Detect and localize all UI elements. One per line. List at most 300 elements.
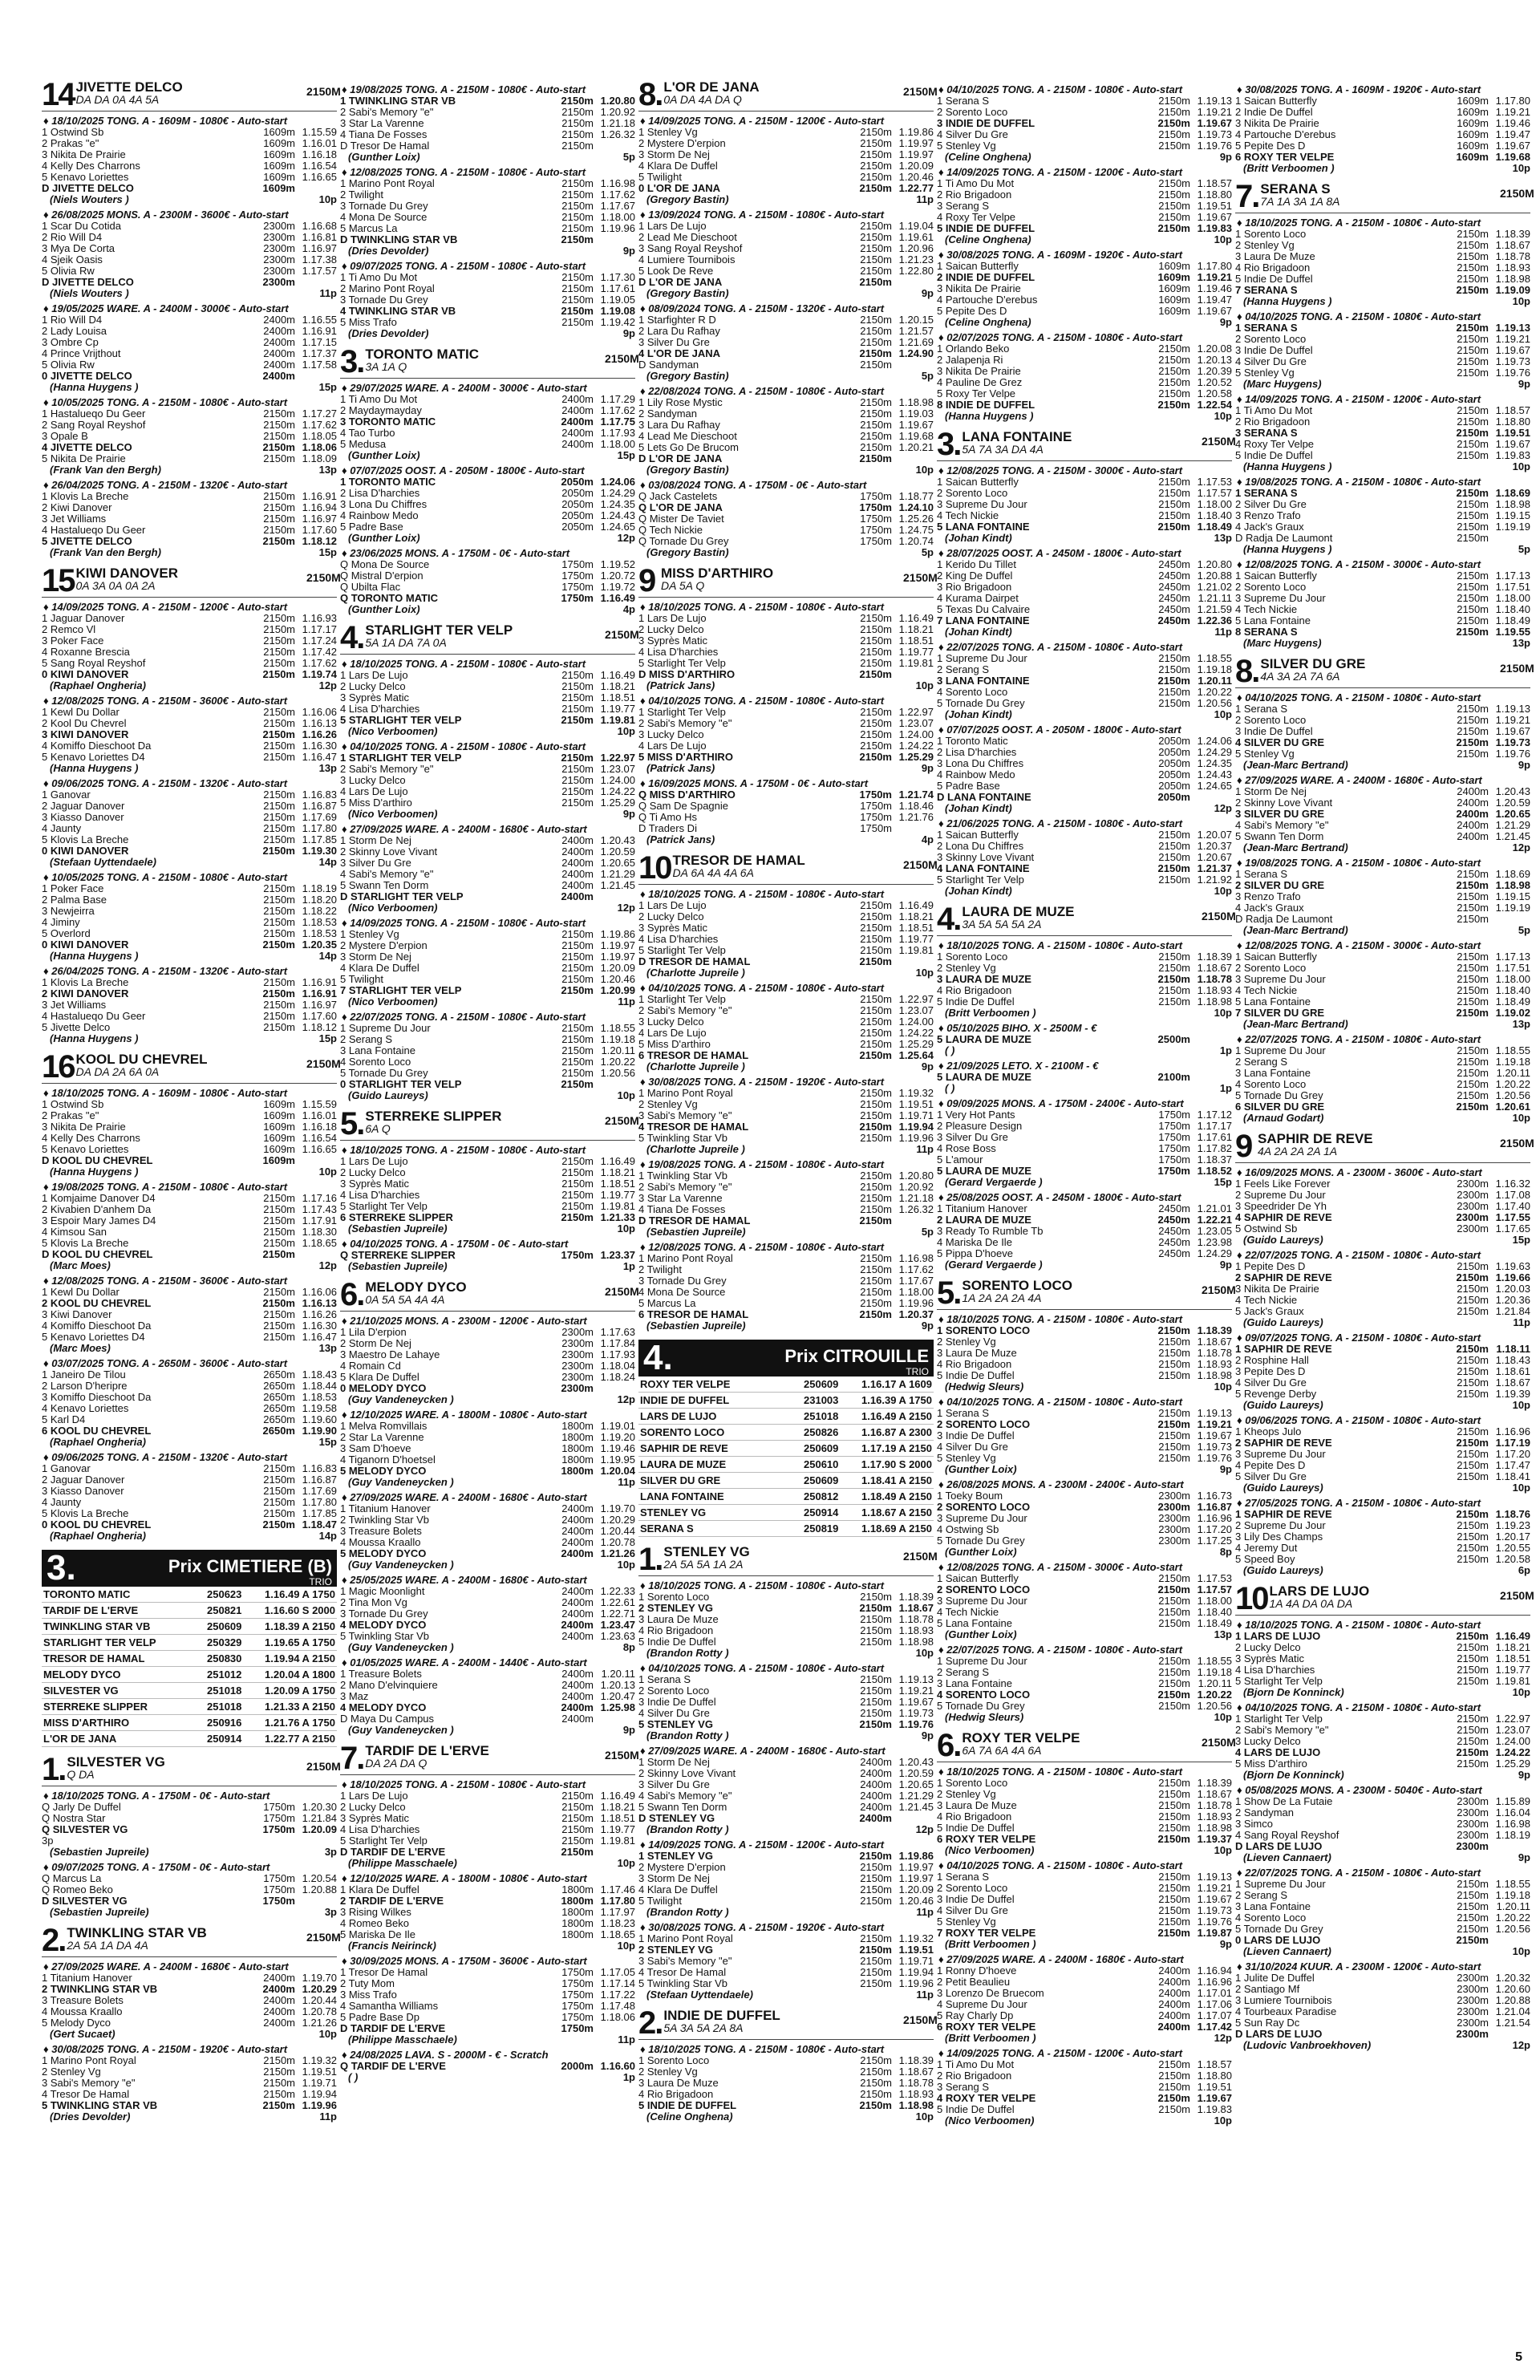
result-distance: 2150m (1158, 343, 1190, 355)
result-row (638, 1719, 934, 1730)
result-time: 1.18.30 (302, 1226, 337, 1238)
race-block (1235, 1701, 1530, 1781)
result-horse: 4 Lars De Lujo (638, 740, 707, 752)
result-distance: 2150m (1457, 984, 1489, 996)
result-distance: 2150m (561, 282, 594, 294)
result-horse: 5 Twilight (638, 1895, 682, 1907)
result-row (340, 521, 635, 533)
result-row (340, 1989, 635, 2001)
best-date: 250609 (804, 1378, 839, 1390)
result-horse: 3 Skinny Love Vivant (937, 851, 1035, 863)
field-size: 1p (1219, 1082, 1232, 1094)
result-distance: 2150m (859, 955, 892, 967)
result-row (937, 1883, 1232, 1894)
column-1 (42, 77, 341, 2326)
result-horse: 4 Jack's Graux (1235, 902, 1304, 914)
result-distance: 2150m (263, 1010, 295, 1022)
result-time: 1.17.80 (1197, 260, 1232, 272)
jockey-name: ( ) (348, 2071, 359, 2083)
result-row (340, 1514, 635, 1526)
race-block (937, 331, 1232, 422)
horse-number: 9 (638, 563, 655, 598)
result-distance: 2150m (263, 452, 295, 464)
result-distance: 2150m (1158, 106, 1190, 118)
result-row (340, 1156, 635, 1167)
result-distance: 2150m (1158, 476, 1190, 488)
result-row (1235, 439, 1530, 450)
result-horse: 3 Tornade Du Grey (340, 294, 428, 306)
result-distance: 2150m (561, 1155, 594, 1167)
result-horse: 4 Rainbow Medo (340, 509, 419, 521)
result-horse: 2 Lucky Delco (340, 1166, 406, 1178)
result-horse: 0 STARLIGHT TER VELP (340, 1078, 462, 1090)
result-distance: 2150m (263, 706, 295, 718)
result-time: 1.19.67 (1495, 725, 1530, 737)
result-time: 1.15.59 (302, 1098, 337, 1110)
result-distance: 2650m (263, 1380, 295, 1392)
result-time: 1.20.35 (302, 939, 337, 951)
result-row (638, 1884, 934, 1895)
race-distance: 2150M (903, 1550, 938, 1563)
result-distance: 2150m (263, 1214, 295, 1226)
result-time: 1.18.98 (1197, 1369, 1232, 1381)
horse-header (638, 850, 938, 886)
result-horse: 4 Silver Du Gre (1235, 355, 1307, 367)
race-header: ♦ 07/07/2025 OOST. A - 2050M - 1800€ - Auto-start (938, 724, 1181, 736)
result-row (42, 149, 337, 160)
result-row (638, 1933, 934, 1944)
horse-title (960, 1731, 1202, 1757)
result-distance: 2650m (263, 1402, 295, 1414)
result-time: 1.19.61 (898, 231, 934, 243)
result-time: 1.18.22 (302, 905, 337, 917)
race-header: ♦ 28/07/2025 OOST. A - 2450M - 1800€ - Auto-start (938, 547, 1181, 559)
result-time: 1.20.88 (302, 1883, 337, 1895)
result-distance: 2400m (561, 857, 594, 869)
result-horse: 4 Hastalueqo Du Geer (42, 524, 146, 536)
result-distance: 2150m (859, 1944, 892, 1956)
result-distance: 2150m (860, 1966, 892, 1978)
field-size: 6p (1518, 1564, 1530, 1576)
result-row (1235, 974, 1530, 985)
result-distance: 2150m (1158, 1799, 1190, 1811)
result-distance: 2150m (561, 714, 594, 726)
result-row (638, 1708, 934, 1719)
result-horse: 2 Rosphine Hall (1235, 1354, 1309, 1366)
result-time: 1.19.73 (1197, 128, 1232, 140)
result-row (937, 863, 1232, 874)
race-footer (638, 2111, 934, 2123)
result-distance: 2450m (1158, 1202, 1190, 1214)
race-footer (1235, 1019, 1530, 1030)
result-horse: 2 Tina Mon Vg (340, 1596, 407, 1608)
result-horse: 4 Lars De Lujo (340, 785, 408, 797)
result-horse: 1 Lars De Lujo (638, 612, 707, 624)
result-row (1235, 1935, 1530, 1946)
result-horse: D KOOL DU CHEVREL (42, 1154, 153, 1166)
result-distance: 2300m (1457, 1222, 1489, 1235)
result-distance: 2150m (1158, 2103, 1190, 2115)
result-horse: 1 Lars De Lujo (638, 899, 707, 911)
result-horse: D L'OR DE JANA (638, 452, 723, 464)
result-time: 1.19.73 (1495, 355, 1530, 367)
result-distance: 2150m (561, 1801, 594, 1813)
result-time: 1.19.73 (898, 1707, 934, 1719)
result-row (340, 95, 635, 107)
race-footer (42, 1166, 337, 1178)
result-horse: Q Romeo Beko (42, 1883, 113, 1895)
horse-title (363, 1280, 605, 1306)
result-distance: 2150m (1157, 399, 1190, 411)
field-size: 9p (1219, 316, 1232, 328)
jockey-name: (Sebastien Jupreile) (646, 1320, 746, 1332)
result-time: 1.16.65 (302, 171, 337, 183)
result-time: 1.18.43 (302, 1368, 337, 1381)
result-distance: 2300m (1457, 1795, 1489, 1807)
horse-header (340, 620, 639, 655)
result-time: 1.25.29 (898, 1038, 934, 1050)
result-horse: 1 Toeky Boum (937, 1490, 1003, 1502)
race-block (42, 1181, 337, 1271)
result-time: 1.17.46 (600, 1883, 635, 1895)
result-time (594, 1713, 635, 1725)
result-time: 1.18.76 (1495, 1508, 1530, 1520)
result-row (638, 1697, 934, 1708)
result-time: 1.16.87 (302, 800, 337, 812)
result-distance: 2150m (1456, 879, 1489, 891)
horse-entry (1235, 83, 1530, 174)
field-size: 12p (1512, 2039, 1530, 2051)
result-time: 1.20.13 (1197, 354, 1232, 366)
result-row (1235, 118, 1530, 129)
result-time: 1.16.96 (1197, 1512, 1232, 1524)
result-time: 1.16.30 (302, 740, 337, 752)
summary-row (42, 1603, 337, 1619)
result-row (638, 431, 934, 442)
result-time: 1.17.29 (600, 393, 635, 405)
result-time: 1.20.11 (601, 1044, 635, 1056)
result-distance: 2150m (1457, 1531, 1489, 1543)
race-distance: 2150M (605, 628, 639, 641)
result-horse: 4 Samantha Williams (340, 2000, 439, 2012)
result-row (1235, 1056, 1530, 1068)
result-distance: 2150m (859, 668, 892, 680)
result-distance: 2300m (263, 220, 295, 232)
result-distance: 2150m (860, 1673, 892, 1685)
result-horse: D TARDIF DE L'ERVE (340, 2022, 446, 2034)
jockey-name: (Hanna Huygens ) (50, 762, 139, 774)
result-row (1235, 593, 1530, 604)
field-size: 10p (915, 2110, 934, 2123)
result-time: 1.21.45 (600, 879, 635, 891)
race-distance: 2150M (903, 858, 938, 871)
result-row (937, 604, 1232, 615)
result-horse: 4 Mariska De Ile (937, 1236, 1012, 1248)
result-time: 1.18.98 (898, 1636, 934, 1648)
horse-header (1235, 1129, 1534, 1164)
result-distance: 2150m (262, 728, 295, 740)
result-horse: 5 Pippa D'hoeve (937, 1247, 1013, 1259)
race-block (638, 777, 934, 845)
race-block (340, 260, 635, 339)
page-number: 5 (1515, 2350, 1522, 2364)
result-time: 1.17.12 (1197, 1109, 1232, 1121)
result-time: 1.23.63 (600, 1630, 635, 1642)
result-distance: 1609m (263, 1143, 295, 1155)
result-row (1235, 2029, 1530, 2040)
result-time: 1.18.52 (1197, 1165, 1232, 1177)
result-time: 1.20.67 (1197, 851, 1232, 863)
result-row (638, 752, 934, 763)
result-horse: 2 Lucky Delco (1235, 1641, 1301, 1653)
result-horse: 4 Lumiere Tournibois (638, 253, 736, 266)
horse-form: 4A 3A 2A 7A 6A (1260, 670, 1340, 683)
result-time: 1.17.62 (302, 657, 337, 669)
race-header: ♦ 27/09/2025 WARE. A - 2400M - 1680€ - Auto-start (938, 1953, 1184, 1965)
result-row (937, 758, 1232, 769)
race-footer (340, 1940, 635, 1952)
result-row (638, 491, 934, 502)
result-horse: 2 Lucky Delco (340, 1801, 406, 1813)
result-horse: Q L'OR DE JANA (638, 501, 723, 513)
result-row (937, 653, 1232, 664)
race-footer (42, 951, 337, 962)
result-time: 1.20.09 (898, 160, 934, 172)
result-time: 1.18.39 (1197, 951, 1232, 963)
field-size: 10p (1214, 1381, 1232, 1393)
result-distance: 2150m (1158, 1369, 1190, 1381)
result-row (42, 1802, 337, 1813)
result-row (340, 1372, 635, 1383)
result-horse: 1 Scar Du Cotida (42, 220, 121, 232)
result-distance: 2150m (860, 2088, 892, 2100)
result-distance: 2150m (561, 294, 594, 306)
horse-name: STENLEY VG (663, 1544, 750, 1559)
race-header: ♦ 04/10/2025 TONG. A - 2150M - 1080€ - Auto-start (938, 83, 1183, 95)
result-horse: 5 Indie De Duffel (937, 1822, 1015, 1834)
race-block (1235, 217, 1530, 307)
result-time: 1.19.13 (1495, 322, 1530, 334)
race-header: ♦ 09/07/2025 TONG. A - 2150M - 1080€ - Auto-start (1237, 1332, 1481, 1344)
result-time: 1.17.51 (1495, 581, 1530, 593)
result-horse: 2 Sang Royal Reyshof (42, 419, 146, 431)
result-distance: 2150m (1456, 1007, 1489, 1019)
result-distance: 2300m (1457, 1972, 1489, 1984)
result-time: 1.17.61 (600, 282, 635, 294)
result-row (340, 559, 635, 570)
best-date: 251018 (207, 1701, 242, 1713)
result-horse: 0 KOOL DU CHEVREL (42, 1518, 152, 1531)
result-time: 1.21.29 (600, 868, 635, 880)
race-header: ♦ 04/10/2025 TONG. A - 2150M - 1080€ - Auto-start (640, 695, 885, 707)
result-horse: D Maya Du Campus (340, 1713, 435, 1725)
result-time: 1.24.90 (898, 347, 934, 359)
result-time: 1.17.19 (1495, 1437, 1530, 1449)
result-time: 1.21.29 (1495, 819, 1530, 831)
result-row (340, 2001, 635, 2012)
result-time: 1.19.46 (1495, 117, 1530, 129)
result-time: 1.15.59 (302, 126, 337, 138)
result-time: 1.26.32 (600, 128, 635, 140)
result-horse: 5 Sang Royal Reyshof (42, 657, 146, 669)
result-row (42, 977, 337, 988)
horse-name: STENLEY VG (640, 1506, 707, 1518)
result-horse: 4 Rio Brigadoon (1235, 262, 1311, 274)
result-row (1235, 869, 1530, 880)
race-header: ♦ 18/10/2025 TONG. A - 2150M - 1080€ - Auto-start (938, 1313, 1183, 1325)
race-footer (937, 626, 1232, 638)
result-time: 1.19.21 (898, 1685, 934, 1697)
result-time: 1.19.74 (302, 668, 337, 680)
result-horse: 2 Tuty Mom (340, 1977, 395, 1989)
result-distance: 2150m (1158, 1700, 1190, 1712)
result-row (638, 243, 934, 254)
result-horse: 4 LANA FONTAINE (937, 862, 1030, 874)
result-horse: 5 Padre Base Dp (340, 2011, 420, 2023)
result-distance: 2150m (1457, 603, 1489, 615)
result-horse: 1 Marino Pont Royal (638, 1087, 733, 1099)
result-horse: 5 Marcus La (340, 222, 398, 234)
result-time: 1.18.40 (1495, 603, 1530, 615)
result-row (42, 1099, 337, 1110)
result-row (340, 140, 635, 152)
result-distance: 2150m (860, 922, 892, 934)
result-horse: 4 L'OR DE JANA (638, 347, 721, 359)
horse-number: 14 (42, 77, 75, 112)
result-horse: 4 Kurama Dairpet (937, 592, 1019, 604)
result-row (1235, 1190, 1530, 1201)
result-row (638, 1614, 934, 1625)
result-distance: 2150m (1457, 1923, 1489, 1935)
field-size: 15p (1214, 1176, 1232, 1188)
result-row (1235, 1366, 1530, 1377)
result-horse: 2 Sandyman (638, 407, 697, 420)
result-time: 1.20.04 (600, 1465, 635, 1477)
result-horse: 3 Renzo Trafo (1235, 509, 1301, 521)
result-distance: 1800m (561, 1442, 594, 1454)
horse-name: SAPHIR DE REVE (1258, 1131, 1373, 1146)
result-time: 1.17.85 (302, 1507, 337, 1519)
result-distance: 2150m (860, 1252, 892, 1264)
result-horse: 5 Twinkling Star Vb (638, 1132, 728, 1144)
result-horse: Q Mona De Source (340, 558, 430, 570)
result-horse: 1 Julite De Duffel (1235, 1972, 1315, 1984)
result-horse: 5 LAURA DE MUZE (937, 1165, 1031, 1177)
result-horse: 2 Maydaymayday (340, 404, 422, 416)
result-distance: 2150m (263, 789, 295, 801)
race-distance: 2150M (1202, 435, 1236, 448)
result-time (892, 823, 934, 834)
result-distance: 2400m (1457, 830, 1489, 842)
race-footer (42, 288, 337, 299)
result-distance: 2150m (1158, 376, 1190, 388)
race-block (340, 1872, 635, 1952)
result-horse: 1 Magic Moonlight (340, 1585, 425, 1597)
race-footer (1235, 1113, 1530, 1124)
result-row (638, 635, 934, 647)
result-horse: 4 Ostwing Sb (937, 1523, 999, 1535)
race-block (1235, 939, 1530, 1030)
result-row (638, 127, 934, 138)
horse-header (937, 902, 1236, 937)
result-horse: 1 Kewl Du Dollar (42, 706, 120, 718)
result-time: 1.16.49 (600, 669, 635, 681)
result-row (42, 1403, 337, 1414)
result-distance: 2150m (1158, 189, 1190, 201)
result-horse: 1 Janeiro De Tilou (42, 1368, 126, 1381)
result-horse: 2 SILVER DU GRE (1235, 879, 1325, 891)
result-distance: 2150m (1158, 1916, 1190, 1928)
result-distance: 2150m (262, 987, 295, 999)
result-row (1235, 737, 1530, 748)
race-footer (340, 2072, 635, 2083)
result-distance: 2150m (1158, 840, 1190, 852)
result-distance: 2150m (1457, 1067, 1489, 1079)
result-row (42, 1249, 337, 1260)
result-horse: 2 TWINKLING STAR VB (42, 1983, 158, 1995)
result-distance: 2300m (263, 242, 295, 254)
result-row (638, 1287, 934, 1298)
race-block (937, 249, 1232, 328)
result-row (638, 1016, 934, 1028)
result-row (1235, 1901, 1530, 1912)
result-row (1235, 963, 1530, 974)
horse-entry (42, 1049, 341, 1542)
result-horse: 4 Tech Nickie (1235, 603, 1298, 615)
result-row (638, 801, 934, 812)
result-row (340, 283, 635, 294)
race-block (1235, 1033, 1530, 1124)
result-horse: 2 Kivabien D'anhem Da (42, 1203, 152, 1215)
result-time: 1.16.26 (302, 1308, 337, 1320)
result-horse: 0 LARS DE LUJO (1235, 1934, 1321, 1946)
race-footer (638, 1730, 934, 1741)
result-row (42, 138, 337, 149)
result-time: 1.17.01 (1197, 1987, 1232, 1999)
result-time: 1.18.44 (302, 1380, 337, 1392)
result-row (340, 1713, 635, 1725)
result-row (937, 1584, 1232, 1595)
result-horse: 4 Roxanne Brescia (42, 646, 130, 658)
jockey-name: (Ludovic Vanbroekhoven) (1243, 2039, 1372, 2051)
result-row (1235, 229, 1530, 240)
result-distance: 2150m (860, 646, 892, 658)
result-horse: 3 Kiasso Danover (42, 1485, 124, 1497)
race-footer (42, 1437, 337, 1448)
result-row (937, 306, 1232, 317)
field-size: 9p (1219, 1259, 1232, 1271)
result-time: 1.20.22 (1197, 1689, 1232, 1701)
result-time: 1.19.63 (1495, 1260, 1530, 1272)
field-size: 9p (1518, 1769, 1530, 1781)
jockey-name: (Gerard Vergaerde ) (945, 1176, 1043, 1188)
result-distance: 2150m (1158, 177, 1190, 189)
race-footer (638, 464, 934, 476)
result-horse: 1 STENLEY VG (638, 1850, 713, 1862)
summary-row (638, 1505, 934, 1521)
result-time: 1.19.97 (600, 939, 635, 951)
horse-number: 6. (340, 1277, 364, 1312)
result-horse: 3 Silver Du Gre (937, 1131, 1008, 1143)
result-row (937, 1166, 1232, 1177)
result-time: 1.17.93 (600, 427, 635, 439)
result-distance: 2150m (561, 680, 594, 692)
result-horse: 3 Nikita De Prairie (1235, 1283, 1319, 1295)
result-horse: 2 Serang S (1235, 1056, 1288, 1068)
horse-number: 1. (42, 1752, 66, 1787)
result-horse: 7 ROXY TER VELPE (937, 1927, 1036, 1939)
result-time: 1.18.19 (302, 882, 337, 894)
